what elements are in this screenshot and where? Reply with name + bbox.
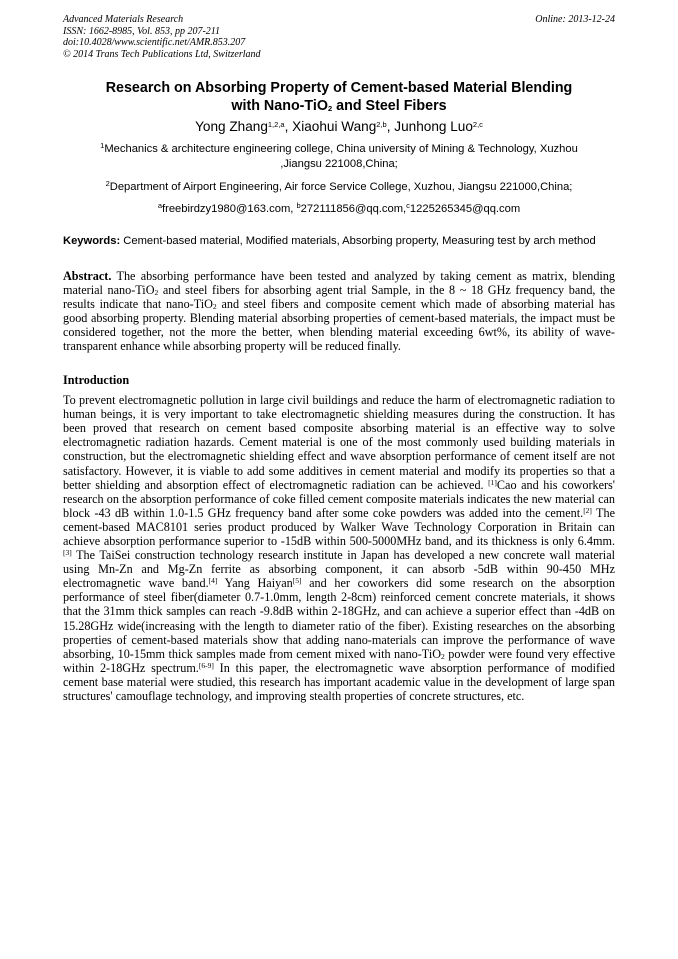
affil-text: ,Jiangsu 221008,China; xyxy=(280,157,398,170)
affiliation-2 xyxy=(63,180,615,195)
citation: [5] xyxy=(292,576,302,586)
body-text: Cao and his coworkers' research on the absorption performance of coke filled cement composite materials indicates the new material can block -43 dB within 1.0-1.5 GHz frequency band after some coke powders was added into the cement. xyxy=(63,477,615,520)
author-affil-sup: 1,2,a xyxy=(267,120,285,129)
email-sup: b xyxy=(296,200,301,210)
body-text: To prevent electromagnetic pollution in large civil buildings and reduce the harm of electromagnetic radiation to human beings, it is very important to take electromagnetic shielding measures during the construction. It has been proved that research on cement based composite absorbing material is an effective way to solve electromagnetic radiation hazards. Cement material is one of the most commonly used building materials in construction, but the electromagnetic shielding effect and wave absorption performance of cement itself are not satisfactory. However, it is viable to add some additives in cement material and modify its properties so that a better shielding and absorption effect of electromagnetic radiation can be achieved. xyxy=(63,393,615,492)
affil-text: Department of Airport Engineering, Air force Service College, Xuzhou, Jiangsu 221000,China; xyxy=(109,181,573,193)
journal-header xyxy=(63,14,615,60)
abstract xyxy=(63,269,615,354)
affil-number: 2 xyxy=(105,179,110,188)
abstract-label: Abstract. xyxy=(63,268,112,283)
keywords-label: Keywords: xyxy=(63,234,121,247)
abstract-text: The absorbing performance have been tested and analyzed by taking cement as matrix, blending material nano-TiO xyxy=(63,268,615,297)
author-separator: , xyxy=(386,119,395,134)
body-text: The TaiSei construction technology research institute in Japan has developed a new concrete wall material using Mn-Zn and Mg-Zn ferrite as absorbing component, it can absorb -5dB within 90-450 MHz electromagnetic wave band. xyxy=(63,548,615,591)
abstract-text: and steel fibers for absorbing agent trial Sample, in the 8 ~ 18 GHz frequency band, the results indicate that nano-TiO xyxy=(63,282,615,311)
subscript: 2 xyxy=(154,287,159,297)
title-text: and Steel Fibers xyxy=(332,98,447,114)
section-heading-introduction: Introduction xyxy=(63,373,130,388)
body-text: and her coworkers did some research on the absorption performance of steel fiber(diameter 0.7-1.0mm, length 2-8cm) reinforced cement concrete materials, it shows that the 31mm thick samples can reach -9.8dB within 2-18GHz, and can achieve a superior effect than -4dB on 15.28GHz wide(increasing with the length to diameter ratio of the fiber). Existing researches on the absorbing properties of cement-based materials show that adding nano-materials can improve the performance of wave absorbing, 10-15mm thick samples made from cement mixed with nano-TiO xyxy=(63,576,615,661)
title-line-1: Research on Absorbing Property of Cement-based Material Blending xyxy=(105,80,573,96)
online-date: Online: 2013-12-24 xyxy=(535,14,615,25)
email-address: 1225265345@qq.com xyxy=(409,202,521,215)
author-name: Xiaohui Wang xyxy=(292,119,377,134)
paper-title xyxy=(63,79,615,115)
subscript: 2 xyxy=(441,651,445,661)
citation: [6-9] xyxy=(198,660,214,670)
author-list xyxy=(63,118,615,136)
email-sup: c xyxy=(406,200,410,210)
email-address: 272111856@qq.com, xyxy=(300,202,407,215)
doi-line: doi:10.4028/www.scientific.net/AMR.853.207 xyxy=(63,37,246,48)
keywords-text: Cement-based material, Modified materials, Absorbing property, Measuring test by arch method xyxy=(120,234,596,247)
body-text: In this paper, the electromagnetic wave absorption performance of modified cement base material were studied, this research has important academic value in the development of large span structures' camouflage technology, and improving stealth properties of concrete structures, etc. xyxy=(63,660,615,704)
citation: [4] xyxy=(208,576,218,586)
email-list xyxy=(63,202,615,216)
body-text: powder were found very effective within 2-18GHz spectrum. xyxy=(63,646,615,675)
paper-page xyxy=(63,14,615,703)
title-subscript: 2 xyxy=(328,104,333,113)
author-affil-sup: 2,b xyxy=(376,120,387,129)
affil-text: Mechanics & architecture engineering college, China university of Mining & Technology, Xuzhou xyxy=(104,143,578,155)
keywords xyxy=(63,234,615,249)
author-affil-sup: 2,c xyxy=(472,120,483,129)
affil-number: 1 xyxy=(100,141,105,150)
body-text: The cement-based MAC8101 series product produced by Walker Wave Technology Corporation in Britain can achieve absorption performance superior to -15dB within 500-5000MHz band, and its thickness is only 6.4mm. xyxy=(63,505,615,548)
title-line-2 xyxy=(63,97,615,115)
title-text: with Nano-TiO xyxy=(231,98,329,114)
copyright-line: © 2014 Trans Tech Publications Ltd, Switzerland xyxy=(63,48,261,60)
subscript: 2 xyxy=(212,301,217,311)
author-name: Yong Zhang xyxy=(195,119,268,134)
affiliation-1 xyxy=(63,142,615,171)
email-address: freebirdzy1980@163.com, xyxy=(161,202,297,215)
citation: [1] xyxy=(488,477,497,487)
journal-name: Advanced Materials Research xyxy=(63,14,184,25)
body-text: Yang Haiyan xyxy=(217,576,293,591)
citation: [2] xyxy=(583,505,592,515)
abstract-text: and steel fibers and composite cement which made of absorbing material has good absorbing property. Blending material absorbing properties of cement-based materials, the impact must be considered together, not the more the better, when blending material exceeding 6wt%, its ability of wave-transparent enhance while absorbing property will be reduced finally. xyxy=(63,296,615,353)
email-sup: a xyxy=(157,200,162,210)
citation: [3] xyxy=(63,548,72,558)
issn-line: ISSN: 1662-8985, Vol. 853, pp 207-211 xyxy=(63,25,221,37)
introduction-paragraph xyxy=(63,393,615,703)
author-separator: , xyxy=(284,119,293,134)
author-name: Junhong Luo xyxy=(394,119,473,134)
